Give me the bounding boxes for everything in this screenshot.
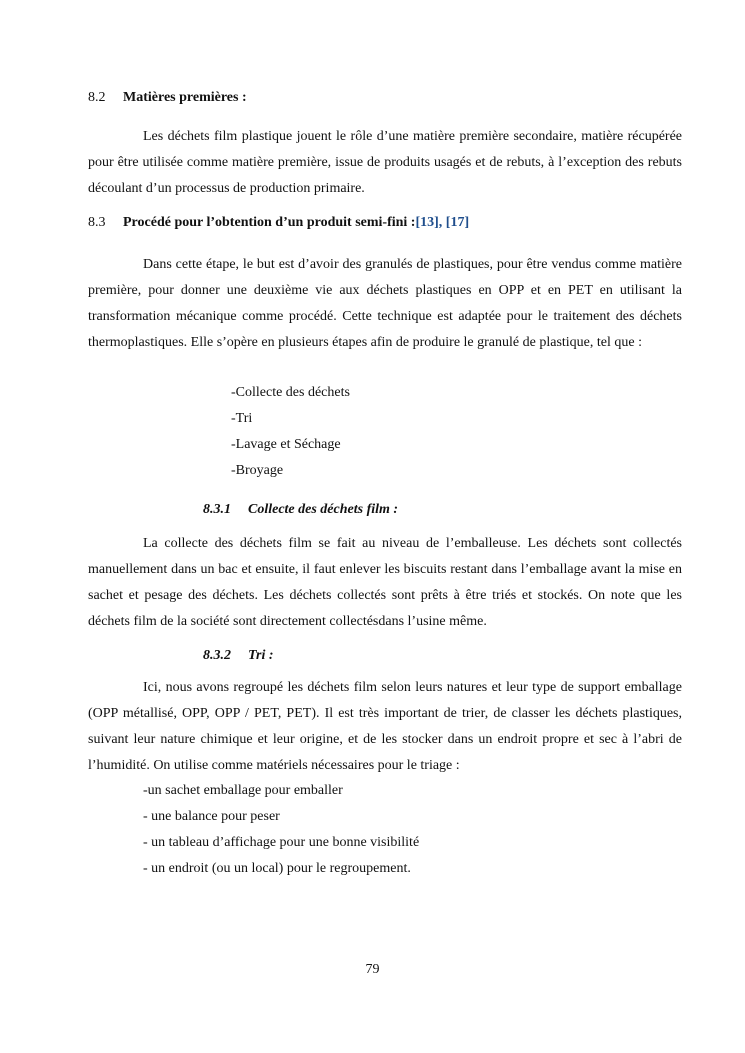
materials-list xyxy=(143,778,419,882)
section-number: 8.2 xyxy=(88,90,106,105)
page-number: 79 xyxy=(365,962,380,977)
subsection-number: 8.3.1 xyxy=(203,502,231,517)
section-title: Matières premières : xyxy=(123,90,247,105)
list-item: -Lavage et Séchage xyxy=(231,437,341,452)
subsection-number: 8.3.2 xyxy=(203,648,231,663)
paragraph-collecte: La collecte des déchets film se fait au niveau de l’emballeuse. Les déchets sont collectés manuellement dans un bac et ensuite, il faut enlever les biscuits restant dans l’emballage avant la mise en sachet et pesage des déchets. Les déchets collectés sont prêts à être triés et stockés. On note que les déchets film de la société sont directement collectésdans l’usine même. xyxy=(88,536,682,629)
paragraph-matieres-premieres: Les déchets film plastique jouent le rôle d’une matière première secondaire, matière récupérée pour être utilisée comme matière première, issue de produits usagés et de rebuts, à l’exception des rebuts découlant d’un processus de production primaire. xyxy=(88,129,682,196)
subsection-title: Collecte des déchets film : xyxy=(248,502,399,517)
list-item: - une balance pour peser xyxy=(143,809,280,824)
paragraph-procede: Dans cette étape, le but est d’avoir des granulés de plastiques, pour être vendus comme matière première, pour donner une deuxième vie aux déchets plastiques en OPP et en PET en utilisant la transformation mécanique comme procédé. Cette technique est adaptée pour le traitement des déchets thermoplastiques. Elle s’opère en plusieurs étapes afin de produire le granulé de plastique, tel que : xyxy=(88,257,682,350)
list-item: -Collecte des déchets xyxy=(231,385,350,400)
subsection-heading-8-3-2 xyxy=(203,648,274,664)
section-heading-8-2 xyxy=(88,90,247,106)
list-item: - un endroit (ou un local) pour le regroupement. xyxy=(143,861,411,876)
subsection-title: Tri : xyxy=(248,648,274,663)
process-steps-list xyxy=(231,380,350,484)
section-heading-8-3 xyxy=(88,215,469,231)
list-item: -Tri xyxy=(231,411,253,426)
paragraph-tri: Ici, nous avons regroupé les déchets film selon leurs natures et leur type de support emballage (OPP métallisé, OPP, OPP / PET, PET). Il est très important de trier, de classer les déchets plastiques, suivant leur nature chimique et leur origine, et de les stocker dans un endroit propre et sec à l’abri de l’humidité. On utilise comme matériels nécessaires pour le triage : xyxy=(88,680,682,773)
section-title: Procédé pour l’obtention d’un produit semi-fini : xyxy=(123,215,416,230)
citation-references[interactable]: [13], [17] xyxy=(415,215,470,230)
section-number: 8.3 xyxy=(88,215,106,230)
list-item: - un tableau d’affichage pour une bonne visibilité xyxy=(143,835,420,850)
list-item: -Broyage xyxy=(231,463,284,478)
subsection-heading-8-3-1 xyxy=(203,502,398,518)
list-item: -un sachet emballage pour emballer xyxy=(143,783,343,798)
